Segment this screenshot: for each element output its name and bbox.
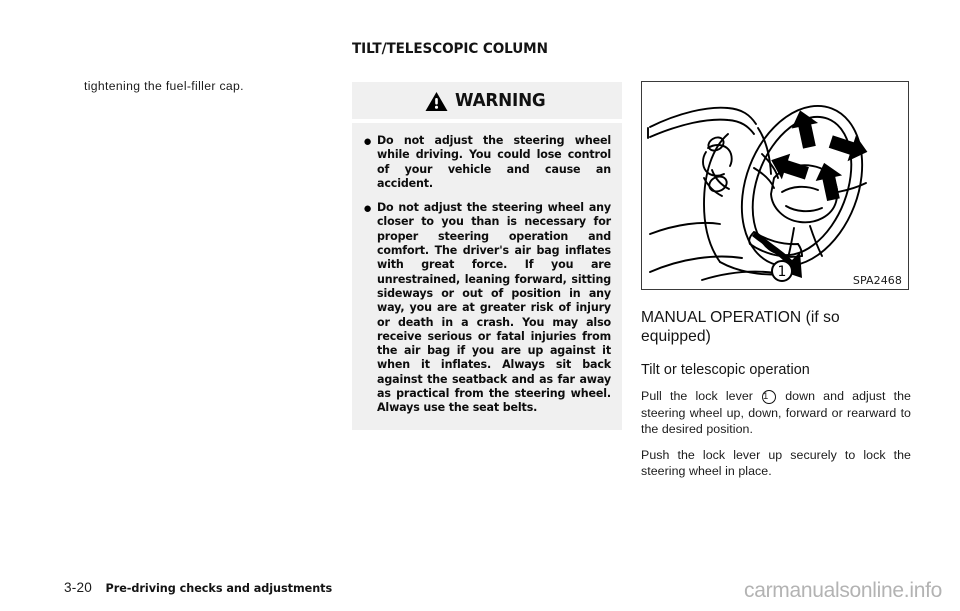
warning-list-item: [363, 134, 611, 191]
bullet-icon: ●: [363, 200, 373, 218]
warning-header: [352, 82, 622, 119]
instruction-paragraph-1: [641, 388, 911, 438]
instruction-paragraph-2: Push the lock lever up securely to lock the steering wheel in place.: [641, 447, 911, 479]
continued-body-text: tightening the fuel-filler cap.: [84, 79, 244, 93]
warning-triangle-icon: [425, 91, 448, 112]
page-number: 3-20: [64, 580, 93, 595]
steering-wheel-illustration: [641, 81, 909, 290]
sub-heading-tilt-telescopic-operation: Tilt or telescopic operation: [641, 362, 810, 378]
steering-wheel-diagram: [642, 82, 908, 289]
warning-label: WARNING: [454, 90, 546, 111]
warning-item-text: Do not adjust the steering wheel any closer to you than is necessary for proper steering operation and comfort. The driver's air bag inflates with great force. If you are unrestrained, leaning forward, sitting sideways or out of position in any way, you are at greater risk of injury or death in a crash. You may also receive serious or fatal injuries from the air bag if you are up against it when it inflates. Always sit back against the seatback and as far away as practical from the steering wheel. Always use the seat belts.: [377, 201, 611, 415]
warning-item-text: Do not adjust the steering wheel while driving. You could lose control of your vehicle and cause an accident.: [377, 134, 611, 190]
warning-box: [352, 82, 622, 430]
page-title: TILT/TELESCOPIC COLUMN: [352, 40, 548, 57]
paragraph-text-before-callout: Pull the lock lever: [641, 389, 753, 403]
bullet-icon: ●: [363, 133, 373, 150]
figure-callout-number: 1: [777, 264, 787, 280]
warning-list-item: [363, 201, 611, 415]
arrow-up-icon: [788, 107, 822, 150]
warning-body: [352, 123, 622, 430]
paragraph-text-after-callout: down and adjust the steering wheel up, down, forward or rearward to the desired position.: [641, 389, 911, 437]
chapter-title: Pre-driving checks and adjustments: [105, 581, 333, 595]
right-column: [641, 81, 911, 480]
callout-marker-1: 1: [762, 390, 776, 404]
footer: [64, 580, 336, 595]
middle-column: [352, 40, 622, 415]
site-watermark: carmanualsonline.info: [744, 579, 942, 602]
figure-code: SPA2468: [852, 274, 902, 287]
section-heading-manual-operation: MANUAL OPERATION (if so equipped): [641, 309, 840, 345]
left-column: [84, 78, 324, 95]
